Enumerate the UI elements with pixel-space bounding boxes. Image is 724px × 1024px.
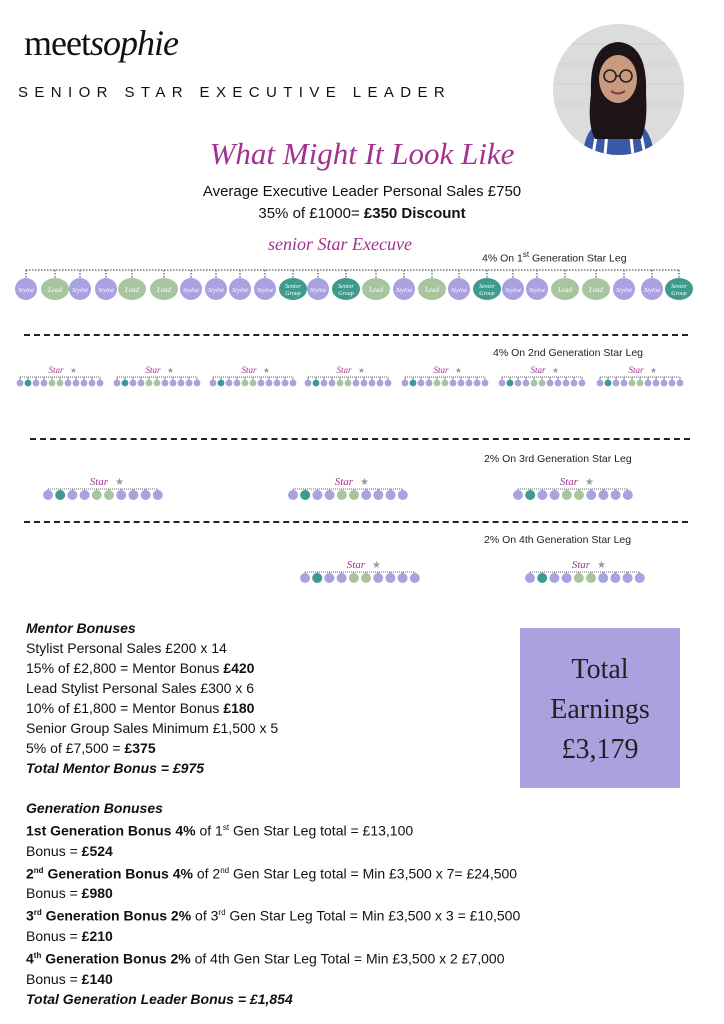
star-leg-member (598, 573, 608, 583)
star-icon: ★ (584, 477, 594, 488)
star-leg-member (57, 380, 64, 387)
star-leg-member (80, 490, 90, 500)
star-leg-member (537, 490, 547, 500)
stylist-label: Stylist (616, 287, 632, 294)
gen1-bonus-amount: £524 (81, 842, 113, 859)
lead-label: Lead (558, 286, 572, 294)
gen2-bonus-label: Bonus = (26, 885, 82, 902)
star-leg-label: Star (628, 365, 644, 375)
star-leg-member (312, 573, 322, 583)
star-leg-member (65, 380, 72, 387)
star-leg-member (525, 573, 535, 583)
discount-prefix: 35% of £1000= (258, 205, 364, 222)
star-leg-member (539, 380, 546, 387)
star-leg-member (116, 490, 126, 500)
stylist-label: Stylist (451, 287, 467, 294)
average-sales: Average Executive Leader Personal Sales £750 (202, 183, 522, 200)
brand-name: sophie (89, 23, 178, 63)
star-leg-member (104, 490, 114, 500)
star-leg-member (92, 490, 102, 500)
star-leg-member (513, 490, 523, 500)
star-leg-member (611, 490, 621, 500)
star-leg-member (337, 380, 344, 387)
star-leg-member (25, 380, 32, 387)
stylist-label: Stylist (208, 287, 224, 294)
star-leg-member (153, 490, 163, 500)
star-leg-member (598, 490, 608, 500)
gen4-bonus-heading-1: 4 (26, 950, 34, 967)
gen4-bonus-text: of 4th Gen Star Leg Total = Min £3,500 x 2 £7,000 (190, 950, 505, 967)
gen3-bonus-heading-sup: rd (33, 908, 42, 918)
star-leg-label: Star (145, 365, 161, 375)
tier-title: senior Star Execuve (268, 234, 412, 254)
generation-total: Total Generation Leader Bonus = £1,854 (26, 990, 293, 1007)
senior-label: Senior (338, 284, 354, 290)
gen2-bonus-heading-sup: nd (33, 865, 44, 875)
star-leg-member (250, 380, 257, 387)
star-leg-member (458, 380, 465, 387)
gen3-bonus-sup: rd (218, 908, 226, 918)
gen1-bonus-label: Bonus = (26, 842, 82, 859)
discount-amount: £350 Discount (363, 205, 466, 222)
gen1-bonus-amount-line (26, 841, 520, 861)
stylist-label: Stylist (18, 287, 34, 294)
group-label: Group (671, 291, 687, 297)
star-leg-member (274, 380, 281, 387)
star-leg-member (67, 490, 77, 500)
stylist-label: Stylist (183, 287, 199, 294)
star-leg-member (482, 380, 489, 387)
group-label: Group (338, 291, 354, 297)
gen1-bonus-line (26, 818, 520, 841)
total-earnings-line-2: Earnings (550, 694, 650, 725)
generation-bonuses (26, 798, 520, 1009)
star-leg-member (547, 380, 554, 387)
star-leg-member (349, 490, 359, 500)
star-leg-member (49, 380, 56, 387)
star-leg-member (574, 573, 584, 583)
star-icon: ★ (371, 560, 381, 571)
star-leg-member (345, 380, 352, 387)
star-leg-member (499, 380, 506, 387)
gen3-bonus-label: Bonus = (26, 927, 82, 944)
star-leg-member (434, 380, 441, 387)
star-leg-member (361, 490, 371, 500)
star-leg-member (507, 380, 514, 387)
star-leg-member (325, 490, 335, 500)
star-leg-member (170, 380, 177, 387)
star-leg-member (555, 380, 562, 387)
star-leg-member (661, 380, 668, 387)
star-leg-member (122, 380, 129, 387)
star-leg-member (305, 380, 312, 387)
star-leg-member (586, 573, 596, 583)
star-leg-member (563, 380, 570, 387)
stylist-label: Stylist (644, 287, 660, 294)
mentor-line-2 (26, 658, 278, 678)
star-leg-member (605, 380, 612, 387)
mentor-line-6-amount: £375 (124, 740, 156, 756)
gen4-label: 2% On 4th Generation Star Leg (484, 534, 632, 546)
group-label: Group (479, 291, 495, 297)
star-leg-member (33, 380, 40, 387)
gen2-bonus-text-1: of 2 (192, 865, 221, 882)
star-leg-member (141, 490, 151, 500)
star-leg-member (610, 573, 620, 583)
gen4-bonus-line (26, 946, 520, 969)
lead-label: Lead (589, 286, 603, 294)
gen3-bonus-amount-line (26, 926, 520, 946)
star-icon: ★ (454, 366, 463, 375)
star-leg-member (531, 380, 538, 387)
stylist-label: Stylist (257, 287, 273, 294)
star-leg-label: Star (336, 365, 352, 375)
total-earnings-box (520, 628, 680, 788)
star-leg-member (186, 380, 193, 387)
gen1-label-prefix: 4% On 1 (482, 252, 523, 265)
star-leg-member (194, 380, 201, 387)
mentor-line-6-text: 5% of £7,500 = (26, 740, 125, 756)
star-icon: ★ (649, 366, 658, 375)
star-leg-member (361, 573, 371, 583)
star-icon: ★ (69, 366, 78, 375)
star-leg-label: Star (48, 365, 64, 375)
subtitle: SENIOR STAR EXECUTIVE LEADER (18, 84, 452, 101)
star-leg-member (337, 573, 347, 583)
star-leg-member (130, 380, 137, 387)
star-leg-member (266, 380, 273, 387)
star-leg-member (637, 380, 644, 387)
gen2-bonus-line (26, 861, 520, 884)
star-leg-label: Star (241, 365, 257, 375)
star-leg-member (410, 573, 420, 583)
stylist-label: Stylist (529, 287, 545, 294)
star-icon: ★ (357, 366, 366, 375)
gen3-bonus-text-1: of 3 (191, 907, 219, 924)
star-leg-member (621, 380, 628, 387)
gen2-bonus-amount-line (26, 883, 520, 903)
star-leg-member (300, 490, 310, 500)
star-leg-member (525, 490, 535, 500)
gen1-bonus-text-2: Gen Star Leg total = £13,100 (229, 822, 414, 839)
gen3-bonus-amount: £210 (81, 927, 113, 944)
stylist-label: Stylist (232, 287, 248, 294)
star-leg-member (288, 490, 298, 500)
headline: What Might It Look Like (209, 136, 515, 171)
star-leg-member (17, 380, 24, 387)
star-leg-member (290, 380, 297, 387)
star-leg-member (282, 380, 289, 387)
star-leg-member (300, 573, 310, 583)
gen2-bonus-heading-1: 2 (26, 865, 34, 882)
mentor-title: Mentor Bonuses (26, 620, 136, 636)
gen4-bonus-heading-sup: th (33, 950, 42, 960)
lead-label: Lead (125, 286, 139, 294)
gen3-bonus-heading-1: 3 (26, 907, 34, 924)
star-leg-label: Star (530, 365, 546, 375)
star-leg-member (337, 490, 347, 500)
gen2-label: 4% On 2nd Generation Star Leg (493, 347, 644, 359)
gen2-bonus-heading-2: Generation Bonus 4% (43, 865, 193, 882)
total-earnings-line-1: Total (571, 654, 629, 685)
mentor-line-2-amount: £420 (223, 660, 255, 676)
star-leg-member (373, 573, 383, 583)
gen4-bonus-heading-2: Generation Bonus 2% (41, 950, 191, 967)
star-leg-member (377, 380, 384, 387)
star-leg-member (226, 380, 233, 387)
mentor-line-3: Lead Stylist Personal Sales £300 x 6 (26, 680, 255, 696)
star-leg-member (466, 380, 473, 387)
star-leg-member (613, 380, 620, 387)
star-leg-member (97, 380, 104, 387)
senior-label: Senior (285, 284, 301, 290)
gen3-bonus-text-2: Gen Star Leg Total = Min £3,500 x 3 = £10,500 (225, 907, 521, 924)
star-icon: ★ (596, 560, 606, 571)
gen1-label-sup: st (522, 250, 530, 259)
star-leg-member (549, 573, 559, 583)
star-leg-member (242, 380, 249, 387)
star-leg-member (623, 573, 633, 583)
star-leg-member (523, 380, 530, 387)
star-leg-member (114, 380, 121, 387)
gen1-bonus-heading: 1st Generation Bonus 4% (26, 822, 196, 839)
stylist-label: Stylist (310, 287, 326, 294)
star-icon: ★ (114, 477, 124, 488)
star-leg-member (329, 380, 336, 387)
mentor-line-6 (26, 738, 278, 758)
star-leg-member (597, 380, 604, 387)
brand-meet: meet (24, 23, 90, 63)
star-leg-member (89, 380, 96, 387)
star-leg-member (43, 490, 53, 500)
star-icon: ★ (359, 477, 369, 488)
star-leg-member (258, 380, 265, 387)
mentor-line-4-amount: £180 (223, 700, 255, 716)
star-leg-member (410, 380, 417, 387)
star-leg-label: Star (559, 476, 579, 488)
total-earnings-amount: £3,179 (561, 734, 639, 765)
generation-title: Generation Bonuses (26, 800, 163, 816)
star-leg-label: Star (334, 476, 354, 488)
senior-label: Senior (479, 284, 495, 290)
star-leg-member (386, 490, 396, 500)
star-leg-member (373, 490, 383, 500)
star-leg-member (138, 380, 145, 387)
star-leg-member (579, 380, 586, 387)
gen2-bonus-sup: nd (220, 865, 230, 875)
star-leg-member (162, 380, 169, 387)
lead-label: Lead (157, 286, 171, 294)
lead-label: Lead (48, 286, 62, 294)
star-leg-label: Star (433, 365, 449, 375)
gen4-bonus-amount: £140 (81, 970, 113, 987)
star-leg-member (178, 380, 185, 387)
star-leg-member (442, 380, 449, 387)
star-leg-label: Star (346, 559, 366, 571)
star-leg-member (81, 380, 88, 387)
star-leg-member (210, 380, 217, 387)
lead-label: Lead (425, 286, 439, 294)
star-leg-member (629, 380, 636, 387)
gen4-bonus-amount-line (26, 969, 520, 989)
star-leg-member (369, 380, 376, 387)
star-leg-member (537, 573, 547, 583)
star-leg-member (218, 380, 225, 387)
star-leg-member (312, 490, 322, 500)
star-leg-member (623, 490, 633, 500)
mentor-bonuses (26, 618, 278, 778)
star-leg-member (418, 380, 425, 387)
star-leg-member (645, 380, 652, 387)
star-icon: ★ (262, 366, 271, 375)
mentor-line-2-text: 15% of £2,800 = Mentor Bonus (26, 660, 224, 676)
mentor-line-1: Stylist Personal Sales £200 x 14 (26, 640, 227, 656)
gen3-bonus-heading-2: Generation Bonus 2% (41, 907, 192, 924)
star-leg-member (361, 380, 368, 387)
star-leg-member (586, 490, 596, 500)
star-leg-member (234, 380, 241, 387)
star-leg-member (515, 380, 522, 387)
star-leg-member (385, 573, 395, 583)
star-leg-member (349, 573, 359, 583)
star-icon: ★ (166, 366, 175, 375)
gen4-bonus-label: Bonus = (26, 970, 82, 987)
star-leg-member (73, 380, 80, 387)
star-leg-member (353, 380, 360, 387)
star-leg-member (677, 380, 684, 387)
gen3-label: 2% On 3rd Generation Star Leg (484, 453, 632, 465)
gen1-bonus-text-1: of 1 (195, 822, 223, 839)
star-icon: ★ (551, 366, 560, 375)
star-leg-member (562, 573, 572, 583)
star-leg-member (146, 380, 153, 387)
lead-label: Lead (369, 286, 383, 294)
mentor-line-4 (26, 698, 278, 718)
star-leg-member (313, 380, 320, 387)
star-leg-member (402, 380, 409, 387)
mentor-line-4-text: 10% of £1,800 = Mentor Bonus (26, 700, 224, 716)
mentor-line-5: Senior Group Sales Minimum £1,500 x 5 (26, 720, 279, 736)
stylist-label: Stylist (505, 287, 521, 294)
star-leg-label: Star (89, 476, 109, 488)
star-leg-member (571, 380, 578, 387)
star-leg-member (324, 573, 334, 583)
gen1-bonus-sup: st (222, 823, 230, 832)
star-leg-member (669, 380, 676, 387)
gen1-label-suffix: Generation Star Leg (529, 252, 627, 265)
star-leg-member (385, 380, 392, 387)
star-leg-member (41, 380, 48, 387)
group-label: Group (285, 291, 301, 297)
mentor-total: Total Mentor Bonus = £975 (26, 760, 205, 776)
star-leg-member (574, 490, 584, 500)
gen2-bonus-amount: £980 (81, 885, 113, 902)
stylist-label: Stylist (72, 287, 88, 294)
star-leg-member (474, 380, 481, 387)
stylist-label: Stylist (98, 287, 114, 294)
star-leg-member (128, 490, 138, 500)
star-leg-member (55, 490, 65, 500)
stylist-label: Stylist (396, 287, 412, 294)
senior-label: Senior (671, 284, 687, 290)
star-leg-member (154, 380, 161, 387)
star-leg-member (550, 490, 560, 500)
star-leg-member (562, 490, 572, 500)
star-leg-label: Star (571, 559, 591, 571)
star-leg-member (426, 380, 433, 387)
star-leg-member (653, 380, 660, 387)
star-leg-member (398, 490, 408, 500)
gen2-bonus-text-2: Gen Star Leg total = Min £3,500 x 7= £24,500 (229, 865, 518, 882)
gen3-bonus-line (26, 903, 520, 926)
star-leg-member (450, 380, 457, 387)
star-leg-member (635, 573, 645, 583)
star-leg-member (321, 380, 328, 387)
star-leg-member (398, 573, 408, 583)
